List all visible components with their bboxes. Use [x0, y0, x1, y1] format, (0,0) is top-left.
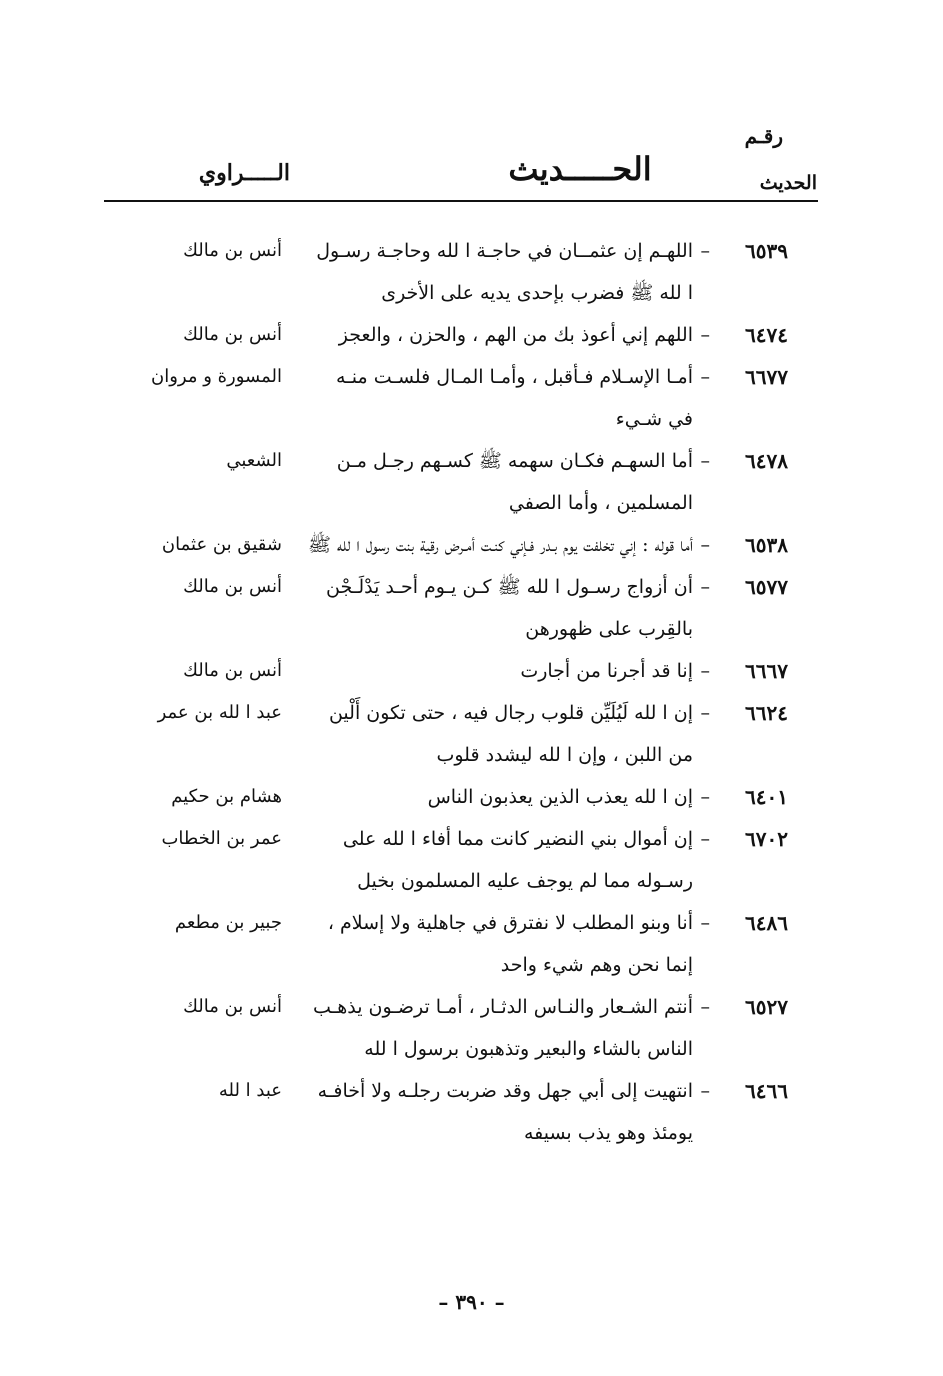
hadith-number: ٦٤٨٦: [745, 911, 788, 935]
header-divider: [104, 200, 818, 202]
hadith-text: إن أموال بني النضير كانت مما أفاء ا لله على رسـوله مما لم يوجف عليه المسلمون بخيل: [342, 828, 693, 892]
narrator-column-header: الـــــراوي: [198, 160, 290, 186]
hadith-number: ٦٤٠١: [745, 785, 788, 809]
index-entry: [0, 986, 943, 1070]
entry-dash: –: [700, 450, 710, 472]
hadith-text: إن ا لله يعذب الذين يعذبون الناس: [427, 786, 693, 808]
hadith-text: إنا قد أجرنا من أجارت: [520, 660, 693, 682]
hadith-number: ٦٦٧٧: [745, 365, 788, 389]
index-entry: [0, 566, 943, 650]
narrator-name: المسورة و مروان: [151, 366, 282, 387]
hadith-text: أنتم الشـعار والنـاس الدثـار ، أمـا ترضـون يذهـب الناس بالشاء والبعير وتذهبون برسول ا لله: [312, 996, 693, 1060]
entry-dash: –: [700, 828, 710, 850]
narrator-name: أنس بن مالك: [183, 240, 282, 261]
index-entry: [0, 776, 943, 818]
hadith-number: ٦٧٠٢: [745, 827, 788, 851]
narrator-name: عمر بن الخطاب: [161, 828, 282, 849]
index-entry: [0, 314, 943, 356]
narrator-name: عبد ا لله: [218, 1080, 282, 1101]
hadith-text: أن أزواج رسـول ا لله ﷺ كـن يـوم أحـد يَدْلَـجْن بالقِرب على ظهورهن: [326, 576, 693, 640]
hadith-number: ٦٥٣٨: [745, 533, 788, 557]
narrator-name: شقيق بن عثمان: [161, 534, 282, 555]
hadith-number: ٦٥٣٩: [745, 239, 788, 263]
number-column-header-line2: الحديث: [759, 172, 817, 194]
hadith-number: ٦٤٧٨: [745, 449, 788, 473]
hadith-number: ٦٤٧٤: [745, 323, 788, 347]
entry-dash: –: [700, 366, 710, 388]
index-entry: [0, 650, 943, 692]
entry-dash: –: [700, 240, 710, 262]
hadith-text: أمـا الإسـلام فـأقبل ، وأمـا المـال فلسـت منـه في شـيء: [336, 366, 693, 430]
hadith-text: اللهم إني أعوذ بك من الهم ، والحزن ، والعجز: [338, 324, 693, 346]
narrator-name: جبير بن مطعم: [174, 912, 282, 933]
hadith-column-header: الحـــــديث: [508, 150, 652, 188]
entry-dash: –: [700, 534, 710, 556]
hadith-number: ٦٤٦٦: [745, 1079, 788, 1103]
index-entry: [0, 440, 943, 524]
entry-dash: –: [700, 324, 710, 346]
entry-dash: –: [700, 786, 710, 808]
index-entry: [0, 356, 943, 440]
narrator-name: الشعبي: [226, 450, 282, 471]
hadith-number: ٦٥٧٧: [745, 575, 788, 599]
narrator-name: أنس بن مالك: [183, 996, 282, 1017]
narrator-name: عبد ا لله بن عمر: [157, 702, 282, 723]
narrator-name: هشام بن حكيم: [171, 786, 282, 807]
hadith-text: أما السهـم فكـان سهمه ﷺ كسـهم رجـل مـن المسلمين ، وأما الصفي: [336, 450, 693, 514]
entry-dash: –: [700, 576, 710, 598]
index-entry: [0, 524, 943, 566]
entry-dash: –: [700, 660, 710, 682]
page-number: – ٣٩٠ –: [438, 1290, 505, 1314]
hadith-number: ٦٦٦٧: [745, 659, 788, 683]
entry-dash: –: [700, 996, 710, 1018]
index-entry: [0, 692, 943, 776]
narrator-name: أنس بن مالك: [183, 576, 282, 597]
narrator-name: أنس بن مالك: [183, 660, 282, 681]
hadith-text: إن ا لله لَيُلَيِّن قلوب رجال فيه ، حتى تكون أَلْين من اللبن ، وإن ا لله ليشدد قلوب: [328, 702, 693, 766]
index-entry: [0, 818, 943, 902]
hadith-number: ٦٥٢٧: [745, 995, 788, 1019]
entry-dash: –: [700, 912, 710, 934]
narrator-name: أنس بن مالك: [183, 324, 282, 345]
entry-dash: –: [700, 1080, 710, 1102]
number-column-header-line1: رقـم: [744, 124, 783, 148]
entry-dash: –: [700, 702, 710, 724]
index-entry: [0, 902, 943, 986]
hadith-text: أنا وبنو المطلب لا نفترق في جاهلية ولا إسلام ، إنما نحن وهم شيء واحد: [327, 912, 693, 976]
hadith-text: اللهـم إن عثمــان في حاجـة ا لله وحاجـة رسـول ا لله ﷺ فضرب بإحدى يديه على الأخرى: [316, 240, 693, 304]
hadith-text: انتهيت إلى أبي جهل وقد ضربت رجلـه ولا أخافـه يومئذ وهو يذب بسيفه: [317, 1080, 693, 1144]
hadith-number: ٦٦٢٤: [745, 701, 788, 725]
hadith-index-list: [0, 230, 943, 1154]
index-entry: [0, 230, 943, 314]
hadith-text: أما قوله : إني تخلفت يوم بـدر فـإني كنـت أمـرض رقية بنت رسول ا لله ﷺ: [308, 534, 693, 556]
index-entry: [0, 1070, 943, 1154]
